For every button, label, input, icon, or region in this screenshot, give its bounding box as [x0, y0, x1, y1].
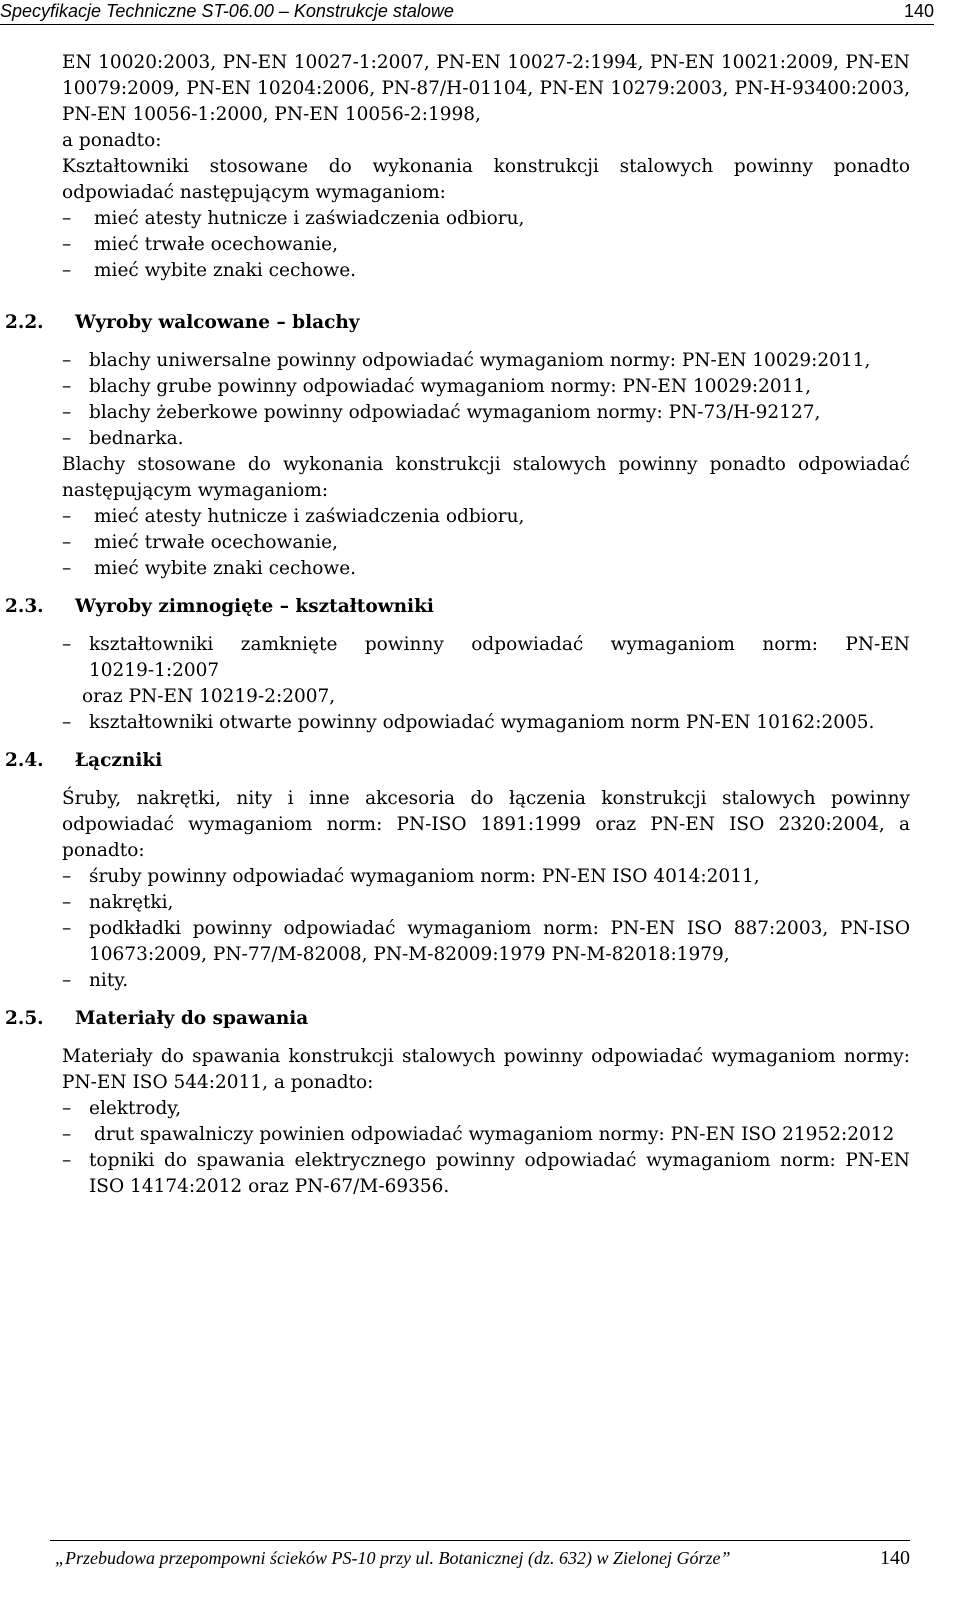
list-dash: –: [62, 1150, 72, 1171]
standards-paragraph: EN 10020:2003, PN-EN 10027-1:2007, PN-EN 10027-2:1994, PN-EN 10021:2009, PN-EN 10079:2009, PN-EN 10204:2006, PN-87/H-01104, PN-EN 10279:2003, PN-H-93400:2003, PN-EN 10056-1:2000, PN-EN 10056-2:1998,: [62, 52, 910, 125]
list-item: – mieć atesty hutnicze i zaświadczenia odbioru,: [62, 206, 910, 232]
list-item: – blachy grube powinny odpowiadać wymaganiom normy: PN-EN 10029:2011,: [62, 374, 910, 400]
document-body: [5, 50, 910, 1200]
list-dash: –: [62, 350, 72, 371]
section-heading-2-5: [5, 1006, 910, 1032]
list-item: – blachy uniwersalne powinny odpowiadać wymaganiom normy: PN-EN 10029:2011,: [62, 348, 910, 374]
list-item: – mieć atesty hutnicze i zaświadczenia odbioru,: [62, 504, 910, 530]
header-title: Specyfikacje Techniczne ST-06.00 – Konstrukcje stalowe: [0, 1, 454, 21]
list-dash: –: [62, 866, 72, 887]
header-page-number: 140: [903, 1, 934, 21]
list-dash: –: [62, 532, 72, 553]
list-dash: –: [62, 208, 72, 229]
list-dash: –: [62, 970, 72, 991]
list-item: – elektrody,: [62, 1096, 910, 1122]
section-number: 2.5.: [5, 1008, 44, 1029]
section-title: Wyroby zimnogięte – kształtowniki: [75, 596, 434, 617]
list-item: – kształtowniki zamknięte powinny odpowiadać wymaganiom norm: PN-EN: [62, 632, 910, 658]
list-item: – kształtowniki otwarte powinny odpowiadać wymaganiom norm PN-EN 10162:2005.: [62, 710, 910, 736]
list-item: – blachy żeberkowe powinny odpowiadać wymaganiom normy: PN-73/H-92127,: [62, 400, 910, 426]
section-2-4-paragraph: Śruby, nakrętki, nity i inne akcesoria do łączenia konstrukcji stalowych powinny odpowiadać wymaganiom norm: PN-ISO 1891:1999 oraz PN-EN ISO 2320:2004, a ponadto:: [62, 788, 910, 861]
list-dash: –: [62, 892, 72, 913]
list-item: – nity.: [62, 968, 910, 994]
list-item: – mieć trwałe ocechowanie,: [62, 232, 910, 258]
list-item: – mieć wybite znaki cechowe.: [62, 556, 910, 582]
section-2-5-list: [62, 1096, 910, 1200]
page-header: [0, 0, 934, 25]
list-dash: –: [62, 712, 72, 733]
list-item: – bednarka.: [62, 426, 910, 452]
section-2-2-list-2: [62, 504, 910, 582]
list-dash: –: [62, 1124, 72, 1145]
section-2-2-paragraph: Blachy stosowane do wykonania konstrukcji stalowych powinny ponadto odpowiadać następującym wymaganiom:: [62, 454, 910, 501]
list-item: – mieć wybite znaki cechowe.: [62, 258, 910, 284]
intro-list: [62, 206, 910, 284]
list-dash: –: [62, 558, 72, 579]
list-dash: –: [62, 234, 72, 255]
list-dash: –: [62, 634, 72, 655]
list-dash: –: [62, 376, 72, 397]
list-dash: –: [62, 402, 72, 423]
intro-paragraph: Kształtowniki stosowane do wykonania konstrukcji stalowych powinny ponadto odpowiadać następującym wymaganiom:: [62, 156, 910, 203]
list-dash: –: [62, 260, 72, 281]
section-2-2-list: [62, 348, 910, 452]
section-title: Łączniki: [75, 750, 163, 771]
page-footer: [50, 1540, 910, 1569]
section-number: 2.2.: [5, 312, 44, 333]
list-item: – topniki do spawania elektrycznego powinny odpowiadać wymaganiom norm: PN-EN ISO 14174:2012 oraz PN-67/M-69356.: [62, 1148, 910, 1200]
section-2-4-list: [62, 864, 910, 994]
section-heading-2-3: [5, 594, 910, 620]
list-item-continuation: oraz PN-EN 10219-2:2007,: [82, 686, 336, 707]
section-title: Wyroby walcowane – blachy: [75, 312, 360, 333]
list-item-continuation: 10219-1:2007: [89, 660, 220, 681]
list-item: – nakrętki,: [62, 890, 910, 916]
section-heading-2-2: [5, 310, 910, 336]
footer-page-number: 140: [880, 1547, 910, 1569]
list-item: – podkładki powinny odpowiadać wymaganiom norm: PN-EN ISO 887:2003, PN-ISO 10673:2009, PN-77/M-82008, PN-M-82009:1979 PN-M-82018:1979,: [62, 916, 910, 968]
section-number: 2.3.: [5, 596, 44, 617]
section-number: 2.4.: [5, 750, 44, 771]
list-item: – mieć trwałe ocechowanie,: [62, 530, 910, 556]
list-dash: –: [62, 428, 72, 449]
list-dash: –: [62, 918, 72, 939]
footer-project-title: „Przebudowa przepompowni ścieków PS-10 przy ul. Botanicznej (dz. 632) w Zielonej Górze”: [55, 1548, 731, 1568]
section-title: Materiały do spawania: [75, 1008, 309, 1029]
list-dash: –: [62, 1098, 72, 1119]
list-item: – śruby powinny odpowiadać wymaganiom norm: PN-EN ISO 4014:2011,: [62, 864, 910, 890]
section-heading-2-4: [5, 748, 910, 774]
list-item: – drut spawalniczy powinien odpowiadać wymaganiom normy: PN-EN ISO 21952:2012: [62, 1122, 910, 1148]
section-2-5-paragraph: Materiały do spawania konstrukcji stalowych powinny odpowiadać wymaganiom normy: PN-EN ISO 544:2011, a ponadto:: [62, 1046, 910, 1093]
list-dash: –: [62, 506, 72, 527]
intro-extra-line: a ponadto:: [62, 130, 162, 151]
section-2-3-list: [62, 632, 910, 736]
